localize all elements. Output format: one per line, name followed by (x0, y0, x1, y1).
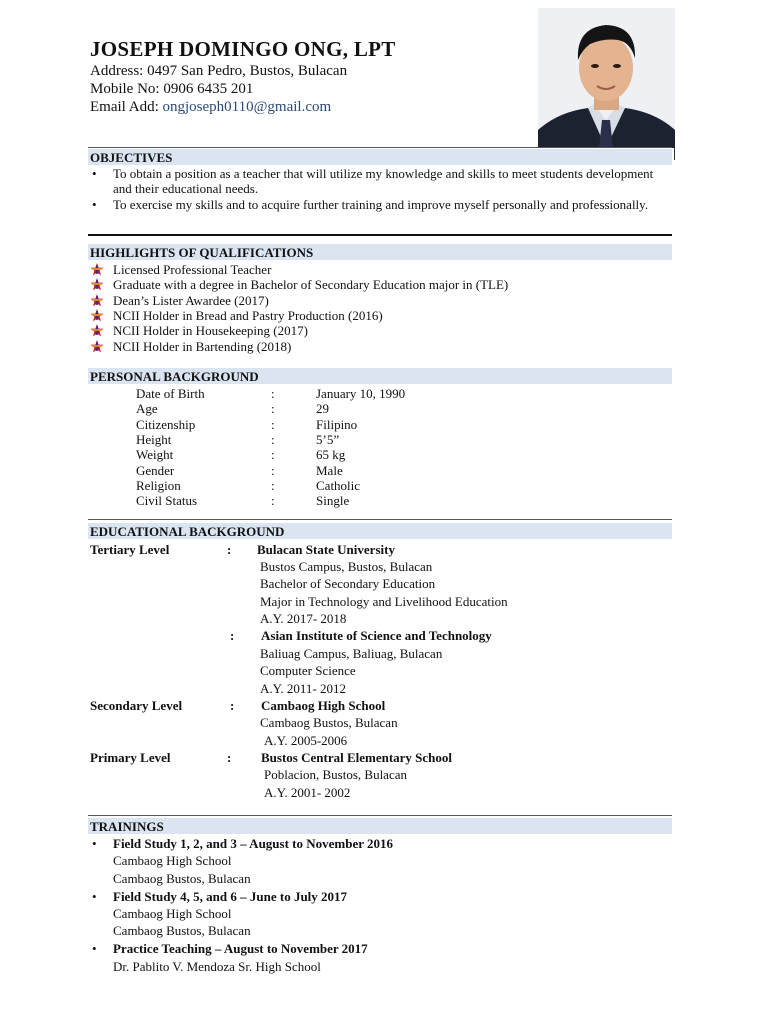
personal-value: 65 kg (316, 447, 346, 462)
personal-label: Gender (136, 463, 175, 478)
colon: : (271, 463, 275, 478)
personal-value: Male (316, 463, 343, 478)
applicant-photo (538, 8, 675, 148)
personal-value: 5’5” (316, 432, 340, 447)
school-detail: A.Y. 2001- 2002 (264, 785, 351, 800)
school-detail: Poblacion, Bustos, Bulacan (264, 767, 407, 782)
personal-value: Catholic (316, 478, 361, 493)
personal-label: Weight (136, 447, 174, 462)
section-title-trainings: TRAININGS (88, 818, 672, 834)
bullet-dot: • (92, 889, 97, 904)
applicant-name: JOSEPH DOMINGO ONG, LPT (90, 37, 396, 61)
school-name: Bulacan State University (257, 542, 395, 557)
highlight-item: Licensed Professional Teacher (113, 262, 272, 277)
highlight-item: NCII Holder in Bartending (2018) (113, 339, 292, 354)
training-detail: Cambaog Bustos, Bulacan (113, 871, 251, 886)
star-bullet-icon (90, 278, 104, 291)
colon: : (271, 401, 275, 416)
star-bullet-icon (90, 263, 104, 276)
section-title-highlights: HIGHLIGHTS OF QUALIFICATIONS (88, 244, 672, 260)
colon: : (230, 628, 235, 643)
star-bullet-icon (90, 324, 104, 337)
personal-label: Citizenship (136, 417, 196, 432)
colon: : (271, 386, 275, 401)
star-bullet-icon (90, 309, 104, 322)
section-title-objectives: OBJECTIVES (88, 149, 672, 165)
school-detail: A.Y. 2011- 2012 (260, 681, 346, 696)
school-detail: Cambaog Bustos, Bulacan (260, 715, 398, 730)
highlight-item: Graduate with a degree in Bachelor of Secondary Education major in (TLE) (113, 277, 509, 292)
photo-divider (674, 148, 675, 160)
school-name: Asian Institute of Science and Technology (261, 628, 492, 643)
training-detail: Cambaog High School (113, 906, 232, 921)
bullet-dot: • (92, 836, 97, 851)
colon: : (271, 417, 275, 432)
bullet-dot: • (92, 941, 97, 956)
colon: : (227, 750, 232, 765)
school-name: Bustos Central Elementary School (261, 750, 453, 765)
training-detail: Dr. Pablito V. Mendoza Sr. High School (113, 959, 321, 974)
bullet-dot: • (92, 166, 97, 181)
highlight-item: NCII Holder in Housekeeping (2017) (113, 323, 308, 338)
colon: : (271, 432, 275, 447)
star-bullet-icon (90, 340, 104, 353)
colon: : (271, 478, 275, 493)
school-name: Cambaog High School (261, 698, 386, 713)
school-detail: Major in Technology and Livelihood Education (260, 594, 508, 609)
training-heading: Field Study 1, 2, and 3 – August to November 2016 (113, 836, 394, 851)
personal-label: Height (136, 432, 172, 447)
personal-value: Filipino (316, 417, 358, 432)
email-line (90, 98, 331, 116)
section-rule (88, 519, 672, 520)
highlight-item: Dean’s Lister Awardee (2017) (113, 293, 269, 308)
training-detail: Cambaog Bustos, Bulacan (113, 923, 251, 938)
address-line: Address: 0497 San Pedro, Bustos, Bulacan (90, 63, 348, 79)
colon: : (271, 447, 275, 462)
secondary-level-label: Secondary Level (90, 698, 183, 713)
email-link[interactable]: ongjoseph0110@gmail.com (162, 99, 332, 115)
school-detail: Computer Science (260, 663, 356, 678)
school-detail: Bustos Campus, Bustos, Bulacan (260, 559, 433, 574)
school-detail: A.Y. 2005-2006 (264, 733, 348, 748)
personal-label: Date of Birth (136, 386, 205, 401)
school-detail: Bachelor of Secondary Education (260, 576, 436, 591)
section-rule (88, 147, 672, 148)
school-detail: A.Y. 2017- 2018 (260, 611, 347, 626)
section-rule (88, 815, 672, 816)
personal-value: January 10, 1990 (316, 386, 406, 401)
objective-item: To exercise my skills and to acquire further training and improve myself personally and professionally. (113, 197, 649, 212)
personal-label: Religion (136, 478, 181, 493)
colon: : (230, 698, 235, 713)
colon: : (227, 542, 232, 557)
primary-level-label: Primary Level (90, 750, 171, 765)
personal-label: Age (136, 401, 158, 416)
mobile-line: Mobile No: 0906 6435 201 (90, 81, 254, 97)
bullet-dot: • (92, 197, 97, 212)
colon: : (271, 493, 275, 508)
training-heading: Field Study 4, 5, and 6 – June to July 2017 (113, 889, 348, 904)
section-rule (88, 234, 672, 236)
training-heading: Practice Teaching – August to November 2017 (113, 941, 368, 956)
school-detail: Baliuag Campus, Baliuag, Bulacan (260, 646, 443, 661)
star-bullet-icon (90, 294, 104, 307)
objective-item: To obtain a position as a teacher that will utilize my knowledge and skills to meet students development and their educational needs. (113, 166, 654, 196)
tertiary-level-label: Tertiary Level (90, 542, 170, 557)
section-title-education: EDUCATIONAL BACKGROUND (88, 523, 672, 539)
personal-label: Civil Status (136, 493, 198, 508)
personal-value: 29 (316, 401, 329, 416)
personal-value: Single (316, 493, 350, 508)
email-label: Email Add: (90, 99, 163, 115)
training-detail: Cambaog High School (113, 853, 232, 868)
highlight-item: NCII Holder in Bread and Pastry Production (2016) (113, 308, 383, 323)
portrait-image (538, 8, 675, 148)
section-title-personal: PERSONAL BACKGROUND (88, 368, 672, 384)
